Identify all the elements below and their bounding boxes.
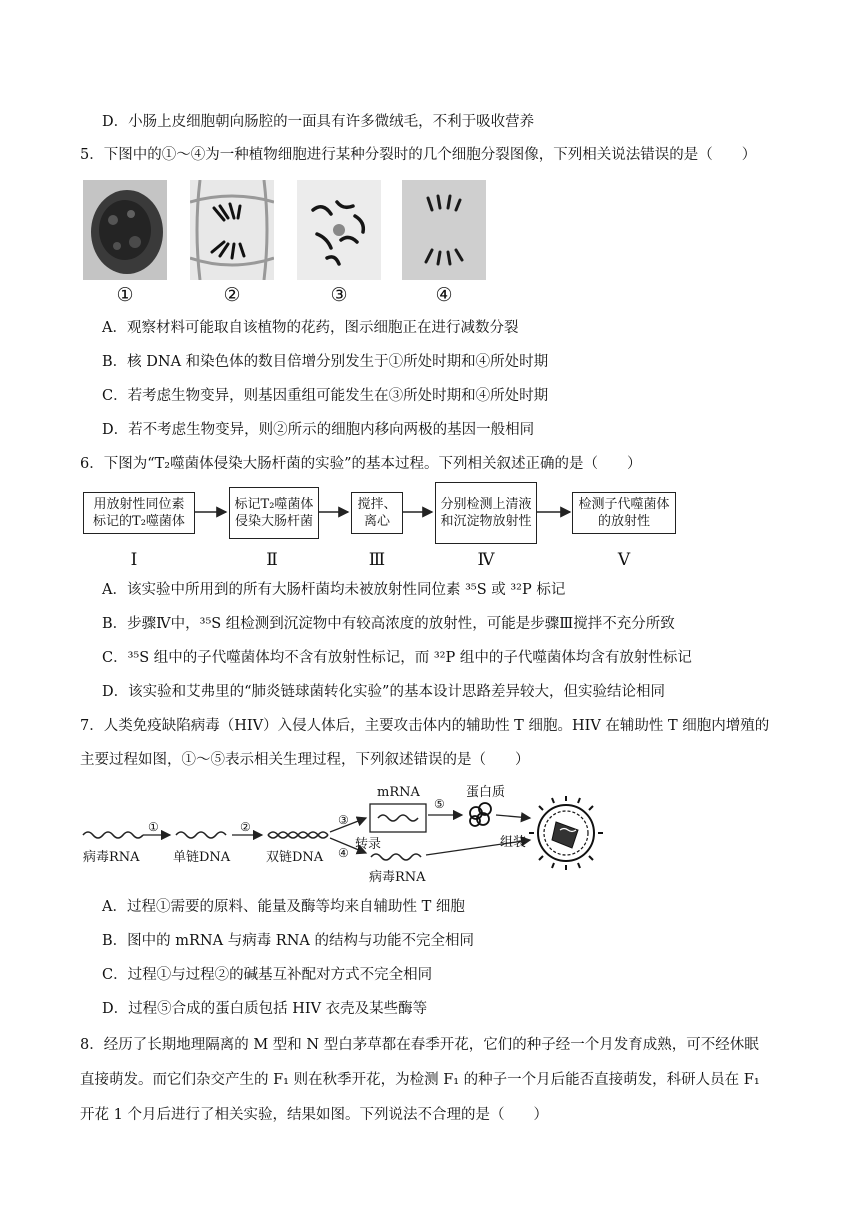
q6-option-b: B．步骤Ⅳ中，³⁵S 组检测到沉淀物中有较高浓度的放射性，可能是步骤Ⅲ搅拌不充分所致 (102, 616, 675, 632)
q6-option-d: D．该实验和艾弗里的“肺炎链球菌转化实验”的基本设计思路差异较大，但实验结论相同 (102, 684, 665, 700)
q6-stem: 6．下图为“T₂噬菌体侵染大肠杆菌的实验”的基本过程。下列相关叙述正确的是（ ） (80, 456, 642, 472)
mrna-label: mRNA (377, 785, 420, 800)
q4-option-d: D．小肠上皮细胞朝向肠腔的一面具有许多微绒毛，不利于吸收营养 (102, 114, 535, 130)
photo-label-3: ③ (330, 284, 348, 306)
protein-label: 蛋白质 (466, 785, 506, 800)
ssdna-label: 单链DNA (173, 850, 231, 865)
flow-step-4: 分别检测上清液和沉淀物放射性 (435, 482, 537, 544)
flow-roman-4: Ⅳ (477, 550, 495, 570)
step-4-label: ④ (338, 846, 349, 860)
flow-roman-1: Ⅰ (130, 550, 138, 570)
flow-step-5: 检测子代噬菌体的放射性 (572, 492, 676, 534)
flow-step-1: 用放射性同位素标记的T₂噬菌体 (83, 492, 195, 534)
photo-label-4: ④ (435, 284, 453, 306)
flow-step-3: 搅拌、离心 (351, 492, 403, 534)
hiv-virus-icon (529, 796, 603, 870)
q8-stem-line1: 8．经历了长期地理隔离的 M 型和 N 型白茅草都在春季开花，它们的种子经一个月发育成熟，可不经休眠 (80, 1037, 759, 1053)
flow-step-2: 标记T₂噬菌体侵染大肠杆菌 (229, 487, 319, 539)
q8-stem-line3: 开花 1 个月后进行了相关实验，结果如图。下列说法不合理的是（ ） (80, 1107, 548, 1123)
flow-roman-5: Ⅴ (617, 550, 631, 570)
q5-stem: 5．下图中的①～④为一种植物细胞进行某种分裂时的几个细胞分裂图像，下列相关说法错误的是（ ） (80, 147, 757, 163)
assembly-label: 组装 (500, 835, 527, 850)
step-2-label: ② (240, 820, 251, 834)
flow-roman-3: Ⅲ (368, 550, 386, 570)
q5-option-a: A．观察材料可能取自该植物的花药，图示细胞正在进行减数分裂 (102, 320, 519, 336)
dsdna-label: 双链DNA (266, 850, 324, 865)
q5-option-b: B．核 DNA 和染色体的数目倍增分别发生于①所处时期和④所处时期 (102, 354, 549, 370)
q6-option-c: C．³⁵S 组中的子代噬菌体均不含有放射性标记，而 ³²P 组中的子代噬菌体均含有放射性标记 (102, 650, 692, 666)
q7-option-b: B．图中的 mRNA 与病毒 RNA 的结构与功能不完全相同 (102, 933, 474, 949)
q6-option-a: A．该实验中所用到的所有大肠杆菌均未被放射性同位素 ³⁵S 或 ³²P 标记 (102, 582, 566, 598)
viral-rna-label: 病毒RNA (83, 850, 140, 865)
q7-stem-line2: 主要过程如图，①～⑤表示相关生理过程，下列叙述错误的是（ ） (80, 752, 530, 768)
q8-stem-line2: 直接萌发。而它们杂交产生的 F₁ 则在秋季开花，为检测 F₁ 的种子一个月后能否直接萌发，科研人员在 F₁ (80, 1072, 760, 1088)
q7-option-d: D．过程⑤合成的蛋白质包括 HIV 衣壳及某些酶等 (102, 1001, 428, 1017)
q5-option-c: C．若考虑生物变异，则基因重组可能发生在③所处时期和④所处时期 (102, 388, 549, 404)
flow-roman-2: Ⅱ (266, 550, 278, 570)
q7-option-a: A．过程①需要的原料、能量及酶等均来自辅助性 T 细胞 (102, 899, 465, 915)
transcription-label: 转录 (355, 837, 382, 852)
q7-stem-line1: 7．人类免疫缺陷病毒（HIV）入侵人体后，主要攻击体内的辅助性 T 细胞。HIV 在辅助性 T 细胞内增殖的 (80, 718, 770, 734)
step-5-label: ⑤ (434, 797, 445, 811)
photo-label-2: ② (223, 284, 241, 306)
photo-label-1: ① (116, 284, 134, 306)
q7-option-c: C．过程①与过程②的碱基互补配对方式不完全相同 (102, 967, 433, 983)
step-3-label: ③ (338, 813, 349, 827)
step-1-label: ① (148, 820, 159, 834)
q5-option-d: D．若不考虑生物变异，则②所示的细胞内移向两极的基因一般相同 (102, 422, 535, 438)
viral-rna-lower-label: 病毒RNA (369, 870, 426, 885)
